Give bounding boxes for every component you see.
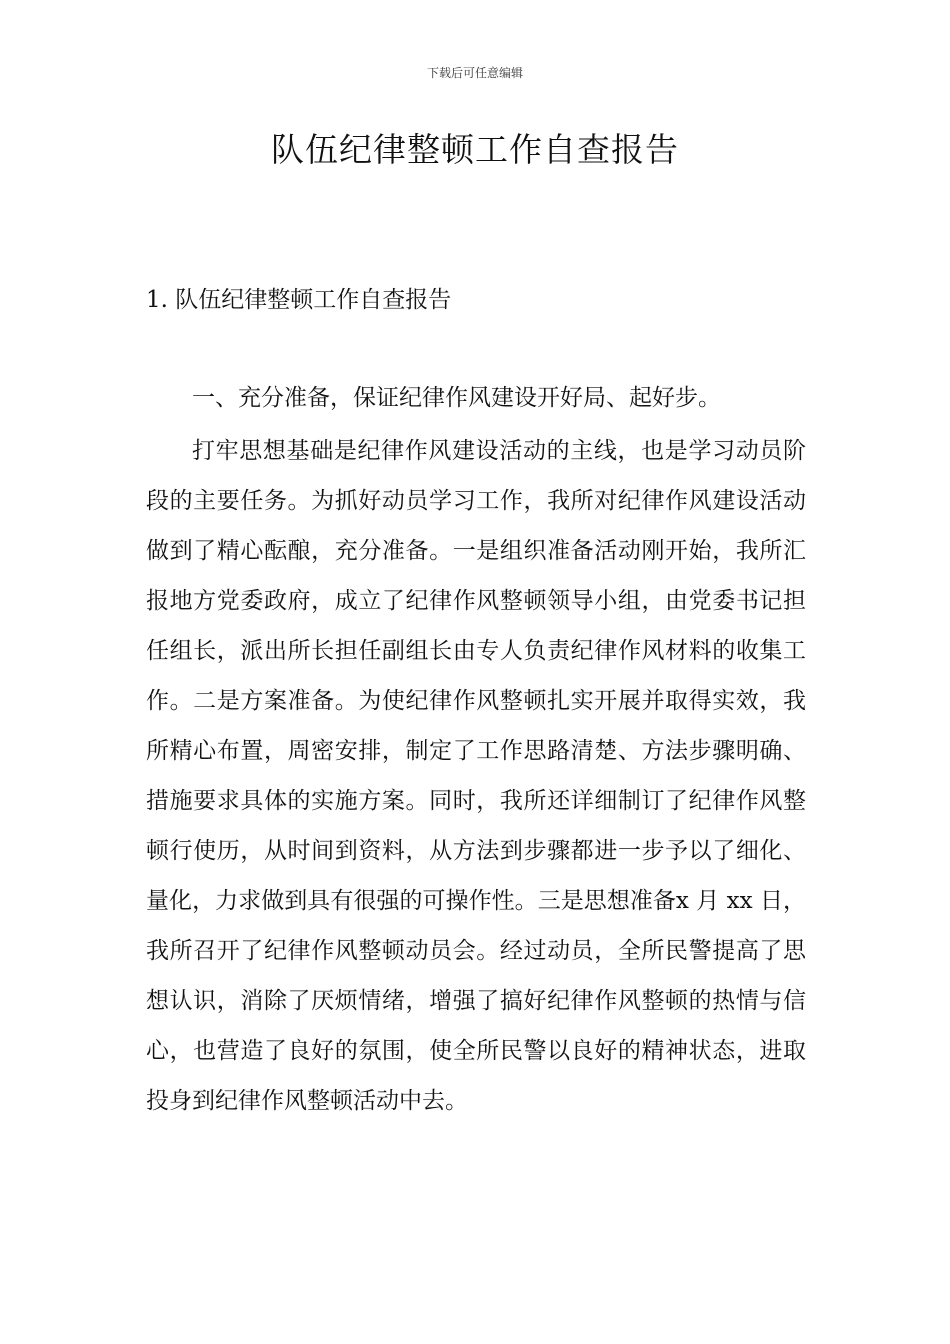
body-paragraph: 打牢思想基础是纪律作风建设活动的主线，也是学习动员阶段的主要任务。为抓好动员学习工作，我所对纪律作风建设活动做到了精心酝酿，充分准备。一是组织准备活动刚开始，我所汇报地方党委政府，成立了纪律作风整顿领导小组，由党委书记担任组长，派出所长担任副组长由专人负责纪律作风材料的收集工作。二是方案准备。为使纪律作风整顿扎实开展并取得实效，我所精心布置，周密安排，制定了工作思路清楚、方法步骤明确、措施要求具体的实施方案。同时，我所还详细制订了纪律作风整顿行使历，从时间到资料，从方法到步骤都进一步予以了细化、量化，力求做到具有很强的可操作性。三是思想准备x 月 xx 日，我所召开了纪律作风整顿动员会。经过动员，全所民警提高了思想认识，消除了厌烦情绪，增强了搞好纪律作风整顿的热情与信心，也营造了良好的氛围，使全所民警以良好的精神状态，进取投身到纪律作风整顿活动中去。 <box>146 438 806 1114</box>
header-note: 下载后可任意编辑 <box>426 66 523 80</box>
sub-heading: 一、充分准备，保证纪律作风建设开好局、起好步。 <box>192 385 721 411</box>
section-heading: 1. 队伍纪律整顿工作自查报告 <box>146 287 452 313</box>
document-title: 队伍纪律整顿工作自查报告 <box>271 130 679 169</box>
